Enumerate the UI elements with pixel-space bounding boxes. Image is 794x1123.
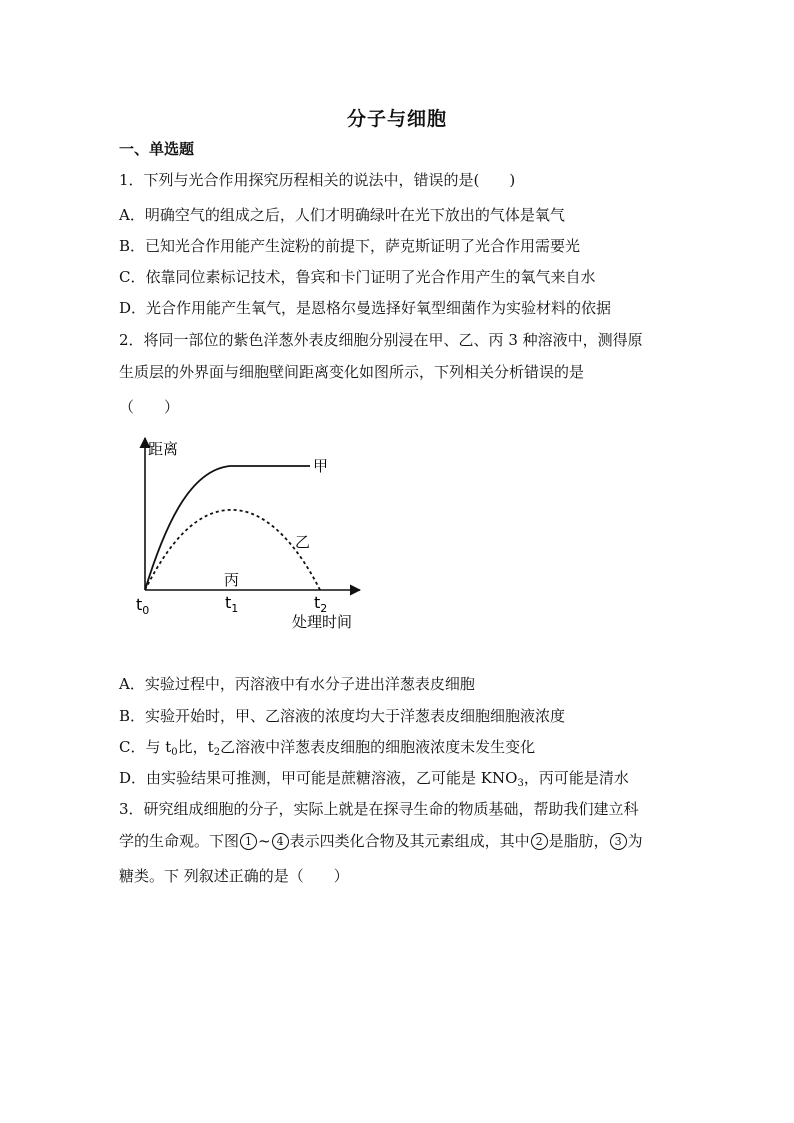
q3-stem-line3: 糖类。下 列叙述正确的是（ ） — [119, 867, 349, 885]
q2-option-b: B．实验开始时，甲、乙溶液的浓度均大于洋葱表皮细胞细胞液浓度 — [119, 707, 566, 725]
circled-3: 3 — [610, 833, 627, 850]
curve-yi-label: 乙 — [295, 533, 311, 551]
y-axis-label: 距离 — [148, 440, 179, 458]
q1-option-c: C．依靠同位素标记技术，鲁宾和卡门证明了光合作用产生的氧气来自水 — [119, 268, 596, 286]
section-heading: 一、单选题 — [119, 140, 195, 158]
page-title: 分子与细胞 — [346, 108, 447, 130]
q2-option-d: D．由实验结果可推测，甲可能是蔗糖溶液，乙可能是 $KNO_3$，丙可能是清水 — [119, 769, 629, 789]
q2-option-c: C．与 $t_0$比，$t_2$乙溶液中洋葱表皮细胞的细胞液浓度未发生变化 — [119, 738, 536, 758]
q3-stem-line1: 3．研究组成细胞的分子，实际上就是在探寻生命的物质基础，帮助我们建立科 — [119, 800, 639, 818]
circled-1: 1 — [240, 833, 257, 850]
distance-time-graph — [120, 430, 380, 640]
q1-stem: 1．下列与光合作用探究历程相关的说法中，错误的是( ) — [119, 171, 516, 189]
curve-bing-label: 丙 — [224, 571, 240, 589]
tick-t2: $t_2$ — [314, 593, 328, 615]
tick-t0: $t_0$ — [136, 595, 150, 617]
tick-t1: $t_1$ — [225, 593, 239, 615]
q2-option-a: A．实验过程中，丙溶液中有水分子进出洋葱表皮细胞 — [119, 675, 475, 693]
q1-option-b: B．已知光合作用能产生淀粉的前提下，萨克斯证明了光合作用需要光 — [119, 237, 581, 255]
q1-option-a: A．明确空气的组成之后，人们才明确绿叶在光下放出的气体是氧气 — [119, 206, 565, 224]
circled-2: 2 — [531, 833, 548, 850]
q2-stem-line1: 2．将同一部位的紫色洋葱外表皮细胞分别浸在甲、乙、丙 3 种溶液中，测得原 — [119, 331, 643, 349]
q2-stem-line3: （ ） — [119, 398, 180, 416]
q3-stem-line2: 学的生命观。下图 1 ~ 4 表示四类化合物及其元素组成，其中 2 是脂肪， 3 为 — [119, 832, 643, 850]
curve-jia-label: 甲 — [313, 457, 329, 475]
q1-option-d: D．光合作用能产生氧气，是恩格尔曼选择好氧型细菌作为实验材料的依据 — [119, 299, 612, 317]
x-axis-label: 处理时间 — [292, 613, 353, 631]
circled-4: 4 — [272, 833, 289, 850]
q2-stem-line2: 生质层的外界面与细胞壁间距离变化如图所示，下列相关分析错误的是 — [119, 363, 585, 381]
